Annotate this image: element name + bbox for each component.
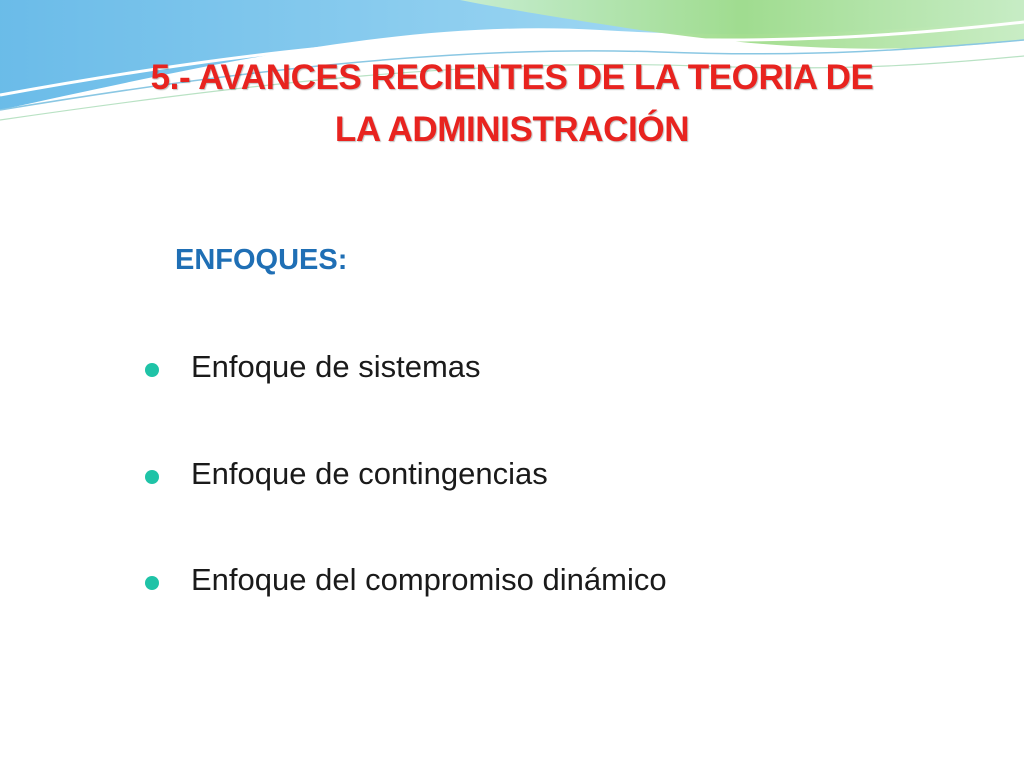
bullet-dot-icon [145, 363, 159, 377]
slide-title-line-1: 5.- AVANCES RECIENTES DE LA TEORIA DE [150, 58, 874, 97]
bullet-text: Enfoque del compromiso dinámico [191, 562, 667, 597]
section-heading: ENFOQUES: [175, 244, 348, 276]
bullet-text: Enfoque de contingencias [191, 456, 548, 491]
slide-title-line-2: LA ADMINISTRACIÓN [334, 110, 690, 149]
bullet-text: Enfoque de sistemas [191, 349, 481, 384]
bullet-dot-icon [145, 470, 159, 484]
bullet-dot-icon [145, 576, 159, 590]
